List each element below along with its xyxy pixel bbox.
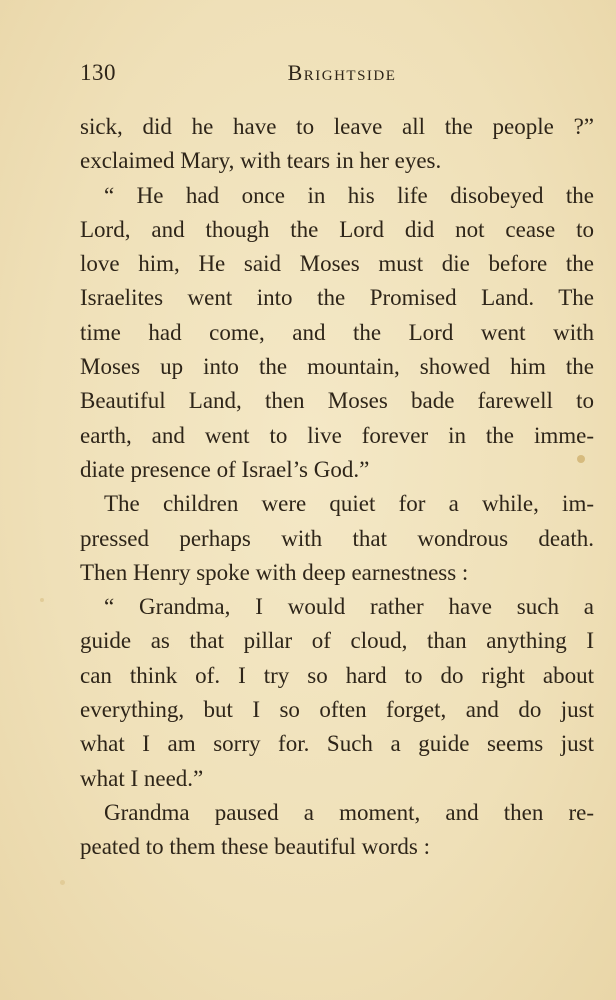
text-line: “ Grandma, I would rather have such a — [104, 594, 594, 620]
text-line: peated to them these beautiful words : — [80, 834, 431, 860]
paragraph — [80, 179, 594, 488]
text-body — [80, 110, 594, 865]
running-title: Brightside — [287, 60, 397, 85]
running-head — [80, 60, 594, 92]
text-line: Lord, and though the Lord did not cease to — [80, 216, 594, 242]
text-line: what I am sorry for. Such a guide seems just — [80, 731, 594, 757]
text-line: “ He had once in his life disobeyed the — [104, 182, 594, 208]
text-line: guide as that pillar of cloud, than anything I — [80, 628, 594, 654]
text-line: everything, but I so often forget, and do just — [80, 697, 594, 723]
text-line: pressed perhaps with that wondrous death. — [80, 525, 594, 551]
text-line: Israelites went into the Promised Land. The — [80, 285, 594, 311]
foxing-spot — [40, 598, 44, 602]
text-line: Moses up into the mountain, showed him the — [80, 354, 594, 380]
paragraph — [80, 796, 594, 865]
paragraph — [80, 590, 594, 796]
text-line: what I need.” — [80, 765, 204, 791]
text-line: time had come, and the Lord went with — [80, 319, 594, 345]
text-line: diate presence of Israel’s God.” — [80, 456, 370, 482]
foxing-spot — [60, 880, 65, 885]
text-line: Grandma paused a moment, and then re- — [104, 799, 594, 825]
paragraph — [80, 110, 594, 179]
text-line: earth, and went to live forever in the imme- — [80, 422, 594, 448]
paragraph — [80, 487, 594, 590]
text-line: sick, did he have to leave all the people ?” — [80, 114, 594, 139]
text-line: exclaimed Mary, with tears in her eyes. — [80, 148, 442, 174]
text-line: love him, He said Moses must die before the — [80, 251, 594, 277]
text-line: The children were quiet for a while, im- — [104, 491, 594, 517]
text-line: Beautiful Land, then Moses bade farewell to — [80, 388, 594, 414]
text-line: Then Henry spoke with deep earnestness : — [80, 559, 469, 585]
text-line: can think of. I try so hard to do right about — [80, 662, 594, 688]
page-number: 130 — [80, 60, 116, 85]
foxing-spot — [577, 455, 585, 463]
